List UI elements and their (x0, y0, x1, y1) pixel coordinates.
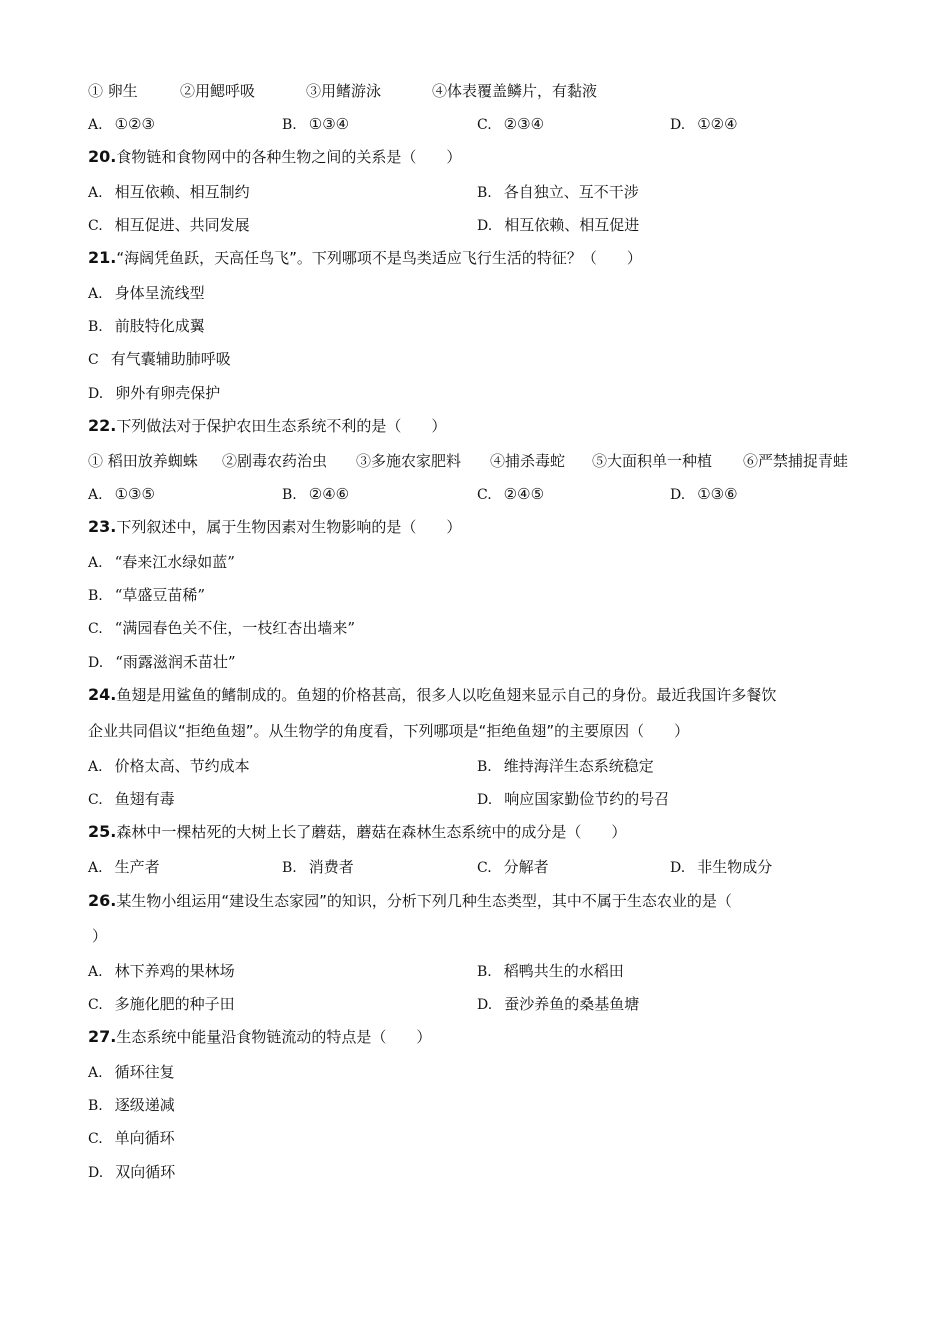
q19-option-c[interactable] (477, 114, 544, 135)
q26-option-b-label: B. (477, 964, 492, 980)
q19-item-1: ① 卵生 (88, 82, 138, 100)
q26-option-d[interactable] (477, 994, 639, 1015)
q27-stem (88, 1027, 431, 1047)
q27-option-a[interactable] (88, 1062, 175, 1083)
q27-text: 生态系统中能量沿食物链流动的特点是（ ） (116, 1028, 432, 1046)
q19-option-a[interactable] (88, 114, 155, 135)
q24-text: 鱼翅是用鲨鱼的鳍制成的。鱼翅的价格甚高，很多人以吃鱼翅来显示自己的身份。最近我国许多餐饮 (116, 686, 777, 704)
q19-option-d-text: ①②④ (697, 115, 738, 133)
q27-option-b[interactable] (88, 1095, 175, 1116)
q26-number: 26. (88, 891, 117, 910)
q21-text: “海阔凭鱼跃，天高任鸟飞”。下列哪项不是鸟类适应飞行生活的特征？（ ） (116, 249, 642, 267)
q23-option-b-text: “草盛豆苗稀” (114, 586, 206, 604)
q22-option-c-label: C. (477, 487, 492, 503)
q26-option-d-label: D. (477, 997, 493, 1013)
q27-option-b-label: B. (88, 1098, 103, 1114)
q21-option-a[interactable] (88, 283, 205, 304)
q25-stem (88, 822, 626, 842)
q26-option-c-label: C. (88, 997, 103, 1013)
q22-option-b-label: B. (282, 487, 297, 503)
q25-option-b-text: 消费者 (308, 858, 354, 876)
q21-option-a-text: 身体呈流线型 (114, 284, 205, 302)
q27-option-c-text: 单向循环 (114, 1129, 175, 1147)
q26-option-c[interactable] (88, 994, 235, 1015)
q22-item-2: ②剧毒农药治虫 (222, 452, 328, 470)
q24-option-a-text: 价格太高、节约成本 (114, 757, 250, 775)
q21-stem (88, 248, 642, 268)
q19-option-d-label: D. (670, 117, 686, 133)
q23-option-a-label: A. (88, 555, 103, 571)
q26-option-a-label: A. (88, 964, 103, 980)
q23-option-c[interactable] (88, 618, 355, 639)
q25-text: 森林中一棵枯死的大树上长了蘑菇，蘑菇在森林生态系统中的成分是（ ） (116, 823, 627, 841)
q20-option-c-label: C. (88, 218, 103, 234)
q19-option-a-text: ①②③ (114, 115, 155, 133)
q27-option-d-label: D. (88, 1165, 104, 1181)
q21-option-d-label: D. (88, 386, 104, 402)
q21-option-b-text: 前肢特化成翼 (114, 317, 205, 335)
q23-option-d-label: D. (88, 655, 104, 671)
q19-items (88, 81, 597, 101)
q19-option-b-label: B. (282, 117, 297, 133)
q24-option-c-text: 鱼翅有毒 (114, 790, 175, 808)
q25-option-a[interactable] (88, 857, 160, 878)
q26-stem (88, 891, 732, 911)
q24-option-a-label: A. (88, 759, 103, 775)
q19-option-c-text: ②③④ (503, 115, 545, 133)
q24-option-c[interactable] (88, 789, 175, 810)
q22-option-a[interactable] (88, 484, 155, 505)
q21-option-d-text: 卵外有卵壳保护 (115, 384, 221, 402)
q22-stem (88, 416, 446, 436)
q23-option-c-label: C. (88, 621, 103, 637)
q23-text: 下列叙述中，属于生物因素对生物影响的是（ ） (116, 518, 462, 536)
q24-stem (88, 685, 776, 705)
q27-option-a-label: A. (88, 1065, 103, 1081)
q21-option-d[interactable] (88, 383, 220, 404)
q20-option-a-label: A. (88, 185, 103, 201)
q21-option-c-label: C (88, 352, 99, 368)
q24-option-a[interactable] (88, 756, 250, 777)
q27-option-a-text: 循环往复 (114, 1063, 175, 1081)
q25-option-b[interactable] (282, 857, 354, 878)
q19-item-3: ③用鳍游泳 (306, 82, 382, 100)
q20-option-a[interactable] (88, 182, 250, 203)
q25-option-b-label: B. (282, 860, 297, 876)
q22-option-c[interactable] (477, 484, 544, 505)
q24-option-b-text: 维持海洋生态系统稳定 (503, 757, 654, 775)
q22-option-d[interactable] (670, 484, 738, 505)
q25-option-a-label: A. (88, 860, 103, 876)
q21-option-b[interactable] (88, 316, 205, 337)
q27-option-c[interactable] (88, 1128, 175, 1149)
q22-item-1: ① 稻田放养蜘蛛 (88, 452, 198, 470)
q20-option-b-text: 各自独立、互不干涉 (503, 183, 639, 201)
q22-item-4: ④捕杀毒蛇 (490, 452, 566, 470)
q19-option-a-label: A. (88, 117, 103, 133)
q23-option-b-label: B. (88, 588, 103, 604)
q25-option-a-text: 生产者 (114, 858, 160, 876)
q23-option-a[interactable] (88, 552, 235, 573)
q22-option-d-label: D. (670, 487, 686, 503)
q23-stem (88, 517, 461, 537)
q22-option-b-text: ②④⑥ (308, 485, 350, 503)
q19-option-b[interactable] (282, 114, 349, 135)
q21-option-a-label: A. (88, 286, 103, 302)
q19-item-4: ④体表覆盖鳞片，有黏液 (432, 82, 598, 100)
q20-stem (88, 147, 461, 167)
q20-option-d-text: 相互依赖、相互促进 (504, 216, 640, 234)
q20-option-b[interactable] (477, 182, 639, 203)
q21-option-b-label: B. (88, 319, 103, 335)
q22-items (88, 451, 848, 471)
q25-option-c-text: 分解者 (503, 858, 549, 876)
q26-option-d-text: 蚕沙养鱼的桑基鱼塘 (504, 995, 640, 1013)
q23-option-d-text: “雨露滋润禾苗壮” (115, 653, 236, 671)
q23-option-d[interactable] (88, 652, 236, 673)
q27-option-b-text: 逐级递减 (114, 1096, 175, 1114)
q22-item-3: ③多施农家肥料 (356, 452, 462, 470)
q22-option-c-text: ②④⑤ (503, 485, 545, 503)
q25-option-d[interactable] (670, 857, 772, 878)
q22-option-a-label: A. (88, 487, 103, 503)
q24-option-b-label: B. (477, 759, 492, 775)
q23-option-b[interactable] (88, 585, 205, 606)
q22-number: 22. (88, 416, 117, 435)
q20-option-c-text: 相互促进、共同发展 (114, 216, 250, 234)
q26-option-c-text: 多施化肥的种子田 (114, 995, 235, 1013)
q19-option-b-text: ①③④ (308, 115, 350, 133)
q25-number: 25. (88, 822, 117, 841)
q22-option-a-text: ①③⑤ (114, 485, 155, 503)
q21-option-c[interactable] (88, 349, 231, 370)
q20-text: 食物链和食物网中的各种生物之间的关系是（ ） (116, 148, 462, 166)
q27-number: 27. (88, 1027, 117, 1046)
q27-option-d-text: 双向循环 (115, 1163, 176, 1181)
q26-option-b-text: 稻鸭共生的水稻田 (503, 962, 624, 980)
q24-option-b[interactable] (477, 756, 654, 777)
q23-option-c-text: “满园春色关不住，一枝红杏出墙来” (114, 619, 356, 637)
q20-number: 20. (88, 147, 117, 166)
q21-number: 21. (88, 248, 117, 267)
q26-option-a-text: 林下养鸡的果林场 (114, 962, 235, 980)
q19-option-d[interactable] (670, 114, 738, 135)
q25-option-c[interactable] (477, 857, 549, 878)
q22-item-5: ⑤大面积单一种植 (592, 452, 713, 470)
q22-item-6: ⑥严禁捕捉青蛙 (743, 452, 849, 470)
q22-option-d-text: ①③⑥ (697, 485, 738, 503)
q24-stem-continued: 企业共同倡议“拒绝鱼翅”。从生物学的角度看，下列哪项是“拒绝鱼翅”的主要原因（ ） (88, 722, 690, 740)
q20-option-d[interactable] (477, 215, 639, 236)
q26-option-a[interactable] (88, 961, 235, 982)
q24-option-c-label: C. (88, 792, 103, 808)
q24-option-d-label: D. (477, 792, 493, 808)
q24-option-d-text: 响应国家勤俭节约的号召 (504, 790, 670, 808)
q20-option-b-label: B. (477, 185, 492, 201)
q25-option-c-label: C. (477, 860, 492, 876)
q26-option-b[interactable] (477, 961, 624, 982)
q27-option-c-label: C. (88, 1131, 103, 1147)
q22-text: 下列做法对于保护农田生态系统不利的是（ ） (116, 417, 447, 435)
q25-option-d-text: 非生物成分 (697, 858, 773, 876)
q23-option-a-text: “春来江水绿如蓝” (114, 553, 235, 571)
q24-option-d[interactable] (477, 789, 669, 810)
q20-option-c[interactable] (88, 215, 250, 236)
q24-number: 24. (88, 685, 117, 704)
q21-option-c-text: 有气囊辅助肺呼吸 (110, 350, 231, 368)
q19-item-2: ②用鳃呼吸 (180, 82, 256, 100)
q23-number: 23. (88, 517, 117, 536)
q20-option-d-label: D. (477, 218, 493, 234)
q26-stem-continued: ） (92, 927, 108, 945)
q22-option-b[interactable] (282, 484, 349, 505)
q25-option-d-label: D. (670, 860, 686, 876)
q19-option-c-label: C. (477, 117, 492, 133)
q27-option-d[interactable] (88, 1162, 175, 1183)
q26-text: 某生物小组运用“建设生态家园”的知识，分析下列几种生态类型，其中不属于生态农业的是（ (116, 892, 732, 910)
q20-option-a-text: 相互依赖、相互制约 (114, 183, 250, 201)
